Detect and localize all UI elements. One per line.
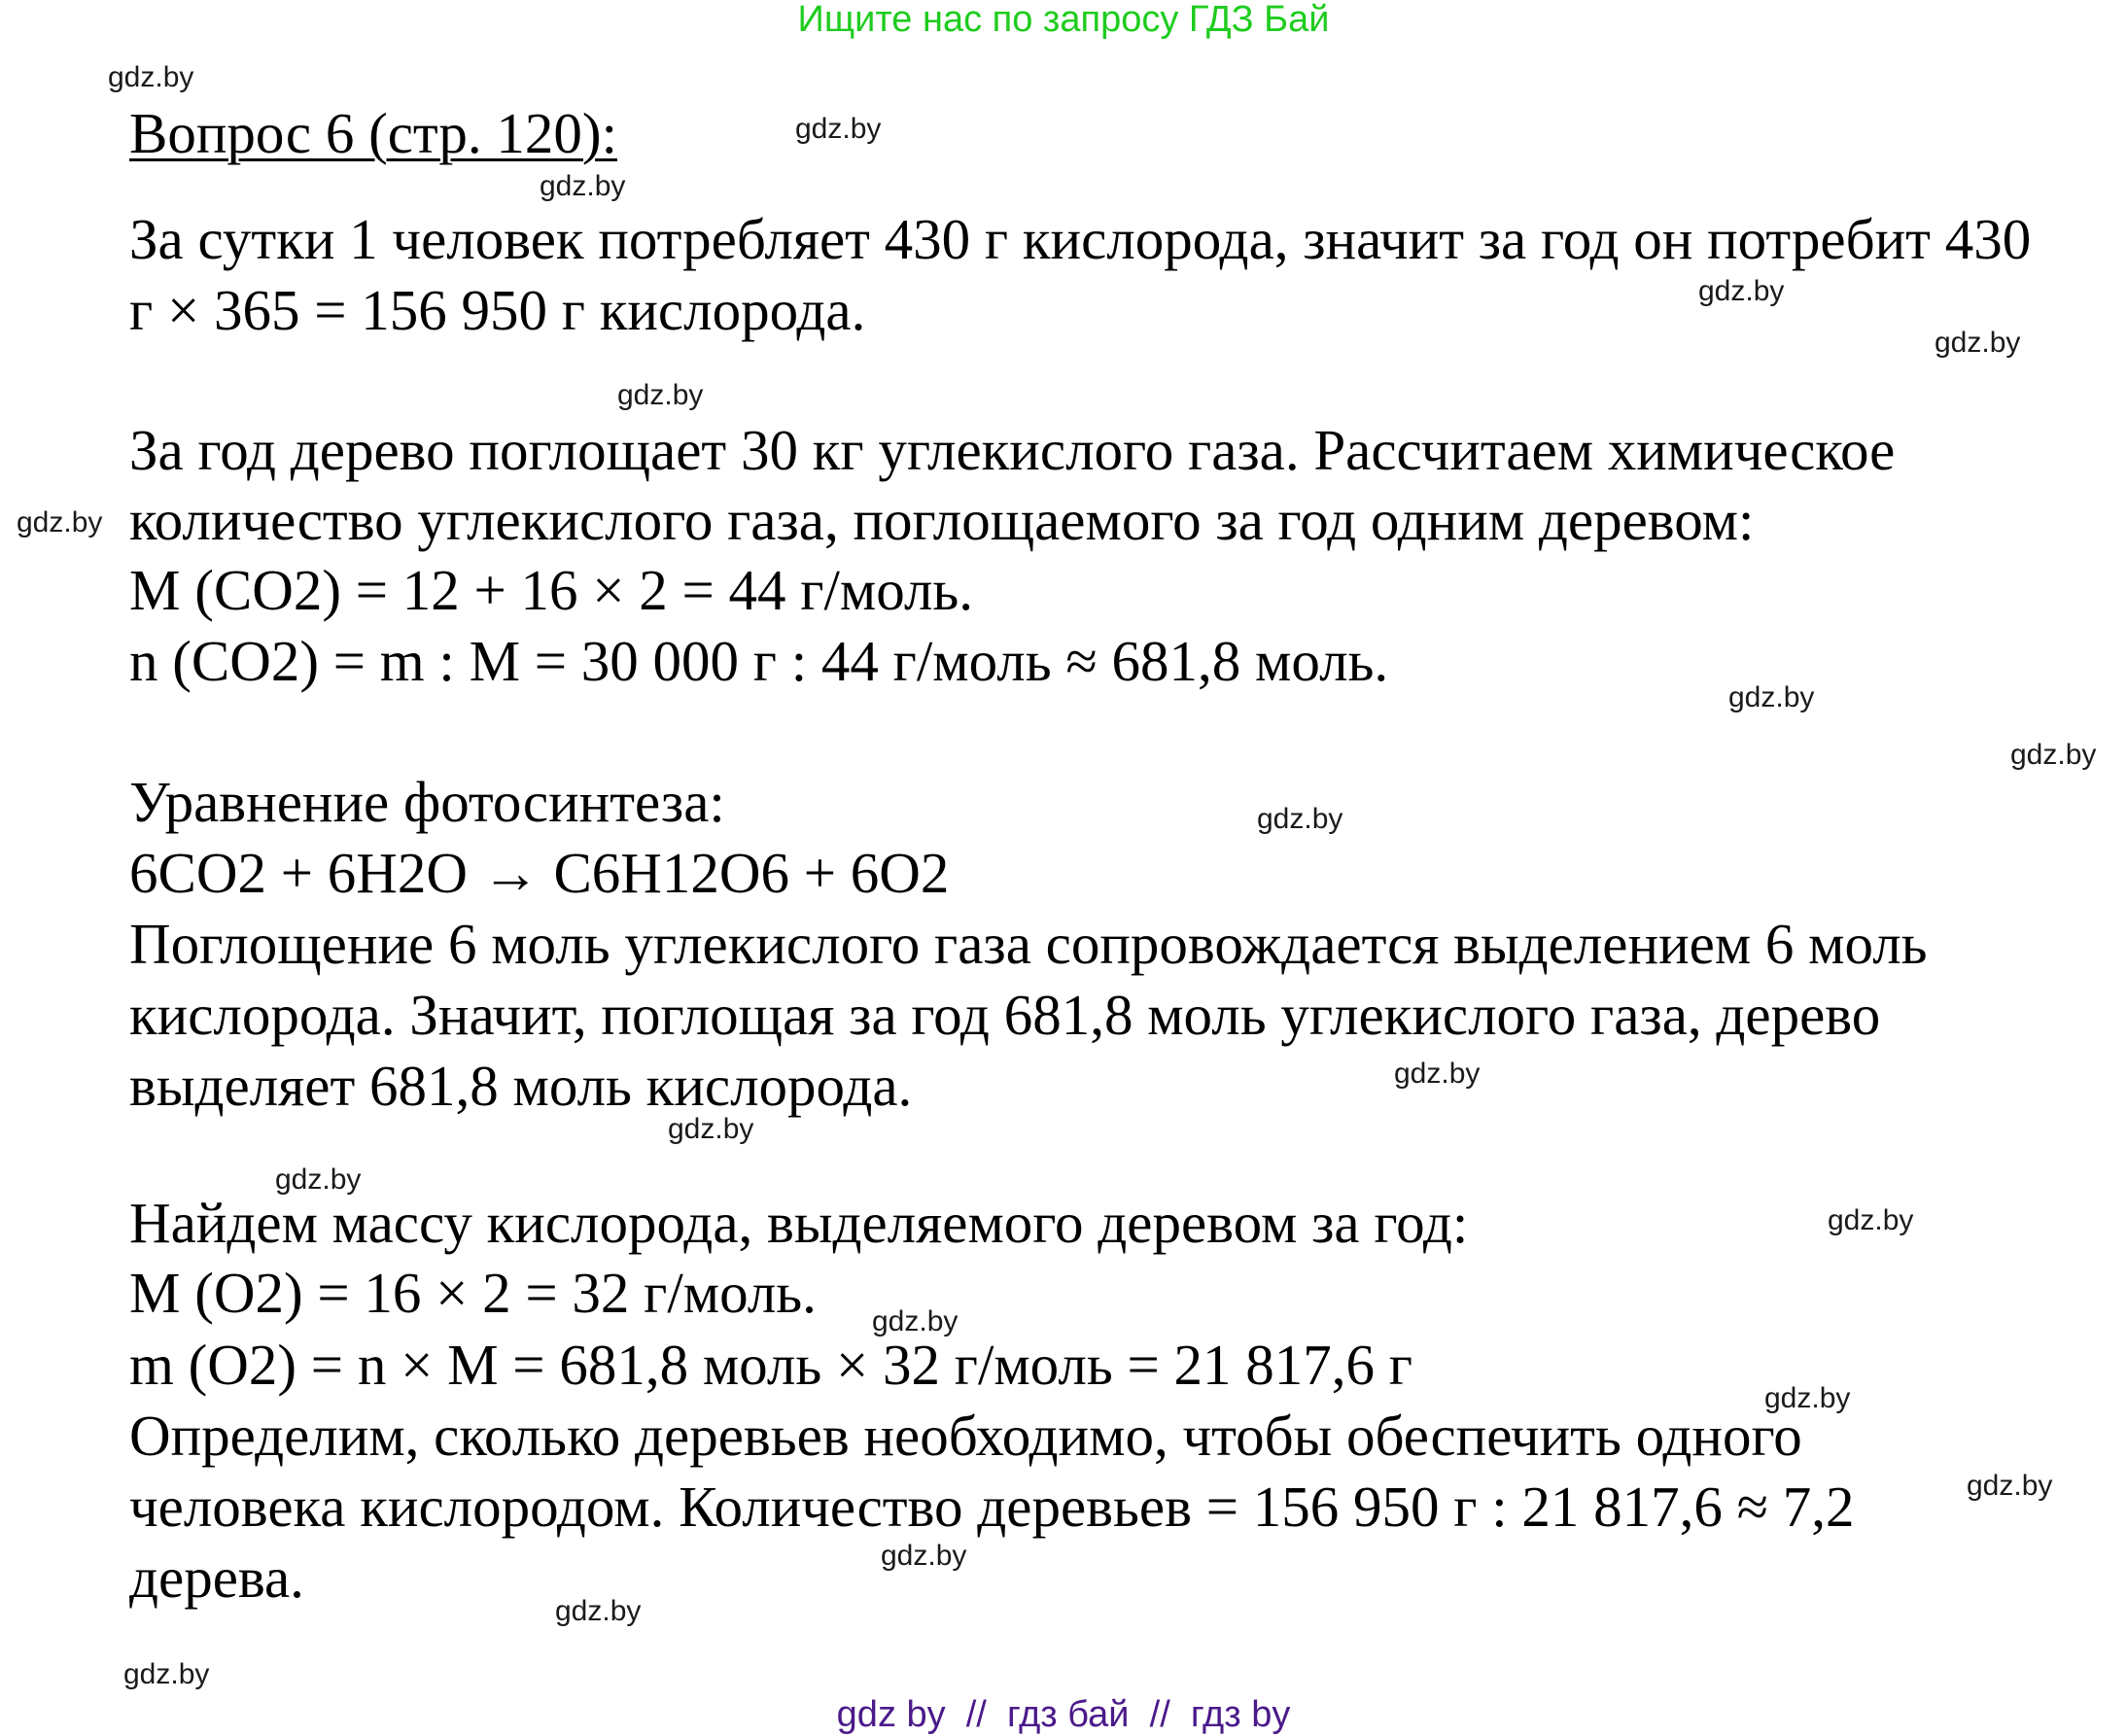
watermark: gdz.by <box>275 1163 362 1196</box>
formula-line: m (O2) = n × M = 681,8 моль × 32 г/моль = 21 817,6 г <box>129 1333 1412 1397</box>
text-line: дерева. <box>129 1545 304 1610</box>
text-line: г × 365 = 156 950 г кислорода. <box>129 278 866 342</box>
watermark: gdz.by <box>2010 739 2097 771</box>
watermark: gdz.by <box>1935 327 2021 359</box>
watermark: gdz.by <box>795 113 882 145</box>
watermark: gdz.by <box>17 506 103 538</box>
text-line: Уравнение фотосинтеза: <box>129 770 725 834</box>
text-line: выделяет 681,8 моль кислорода. <box>129 1054 913 1118</box>
watermark: gdz.by <box>617 379 704 411</box>
search-banner: Ищите нас по запросу ГДЗ Бай <box>797 0 1330 40</box>
text-line: За год дерево поглощает 30 кг углекислого газа. Рассчитаем химическое <box>129 418 1896 482</box>
watermark: gdz.by <box>1728 681 1815 713</box>
watermark: gdz.by <box>108 61 194 93</box>
text-line: За сутки 1 человек потребляет 430 г кислорода, значит за год он потребит 430 <box>129 207 2032 271</box>
question-title: Вопрос 6 (стр. 120): <box>129 101 617 165</box>
equation-line: 6CO2 + 6H2O → C6H12O6 + 6O2 <box>129 841 950 905</box>
formula-line: M (CO2) = 12 + 16 × 2 = 44 г/моль. <box>129 558 974 622</box>
watermark: gdz.by <box>881 1540 967 1572</box>
text-line: Поглощение 6 моль углекислого газа сопровождается выделением 6 моль <box>129 912 1928 976</box>
watermark: gdz.by <box>1967 1470 2053 1502</box>
watermark: gdz.by <box>668 1113 754 1145</box>
watermark: gdz.by <box>123 1658 210 1690</box>
footer-brand-links: gdz by // гдз бай // гдз by <box>836 1694 1291 1735</box>
formula-line: M (O2) = 16 × 2 = 32 г/моль. <box>129 1261 817 1325</box>
watermark: gdz.by <box>540 170 626 202</box>
watermark: gdz.by <box>1764 1382 1851 1414</box>
text-line: количество углекислого газа, поглощаемого за год одним деревом: <box>129 488 1755 552</box>
text-line: кислорода. Значит, поглощая за год 681,8 моль углекислого газа, дерево <box>129 983 1881 1047</box>
watermark: gdz.by <box>555 1595 642 1627</box>
formula-line: n (CO2) = m : M = 30 000 г : 44 г/моль ≈ 681,8 моль. <box>129 629 1389 693</box>
watermark: gdz.by <box>1257 803 1343 835</box>
text-line: Определим, сколько деревьев необходимо, чтобы обеспечить одного <box>129 1404 1802 1468</box>
watermark: gdz.by <box>1394 1058 1481 1090</box>
watermark: gdz.by <box>1698 275 1785 307</box>
watermark: gdz.by <box>872 1305 959 1337</box>
text-line: Найдем массу кислорода, выделяемого деревом за год: <box>129 1191 1469 1255</box>
text-line: человека кислородом. Количество деревьев = 156 950 г : 21 817,6 ≈ 7,2 <box>129 1475 1855 1539</box>
watermark: gdz.by <box>1828 1204 1914 1236</box>
